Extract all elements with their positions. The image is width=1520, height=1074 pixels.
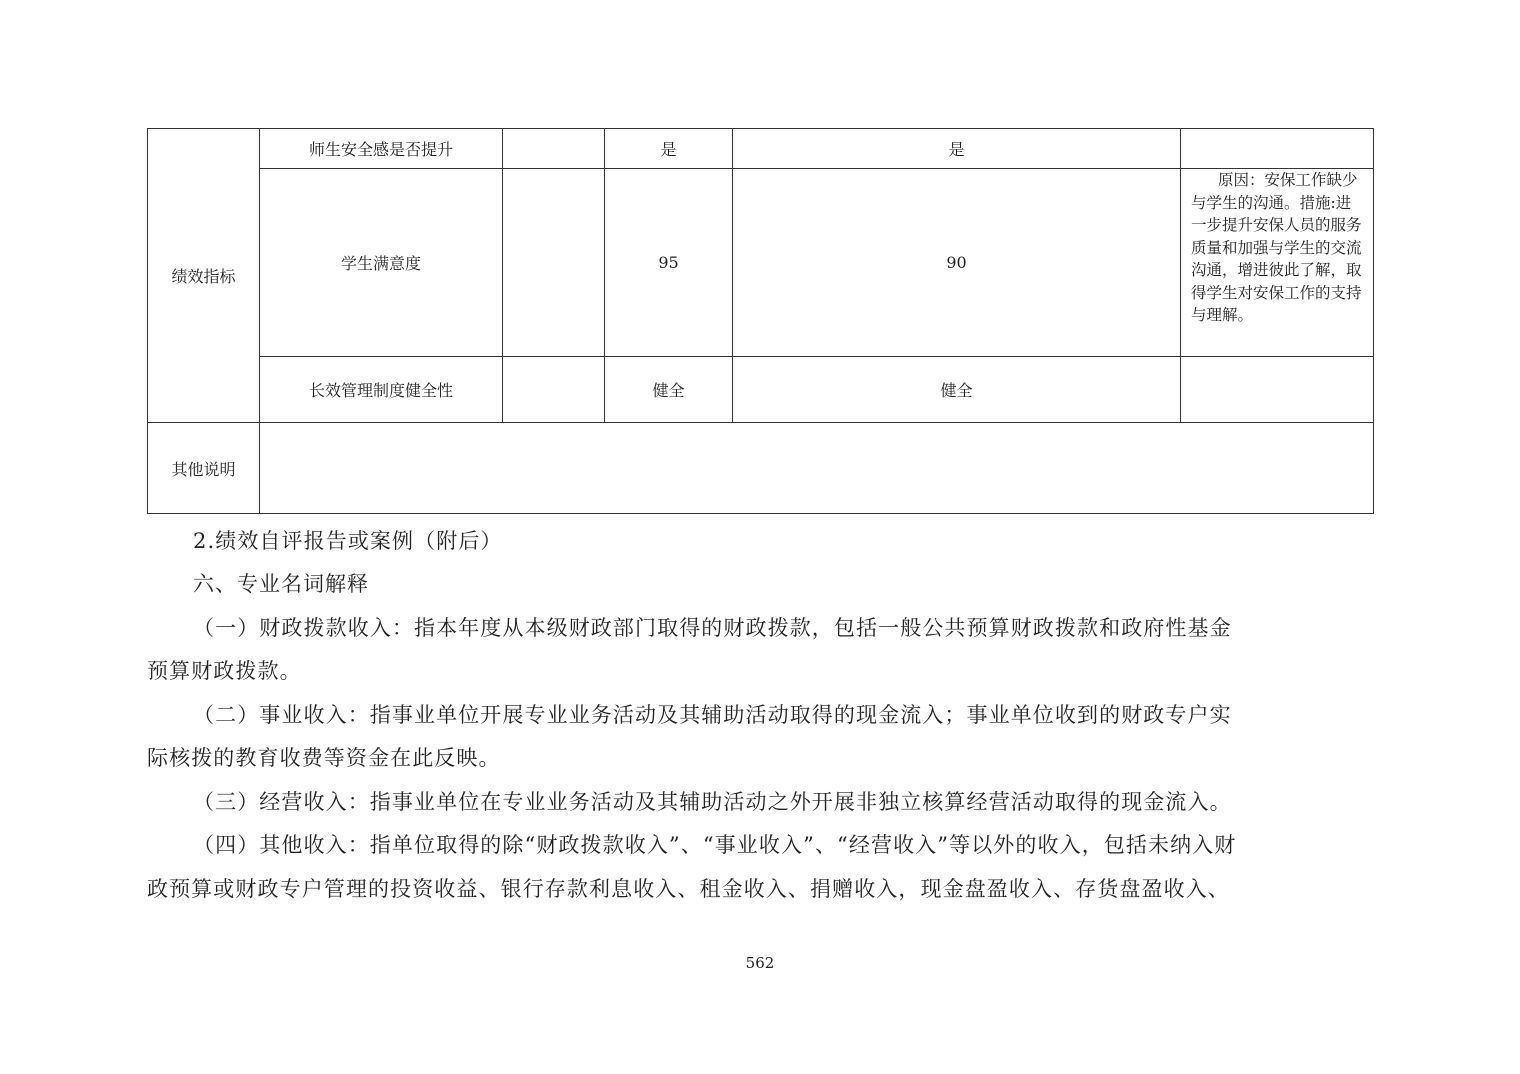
target-cell: 是 (605, 129, 733, 169)
indicator-cell: 师生安全感是否提升 (260, 129, 503, 169)
definition-4-line-2: 政预算或财政专户管理的投资收益、银行存款利息收入、租金收入、捐赠收入，现金盘盈收入、存货盘盈收入、 (147, 877, 1230, 901)
actual-cell: 健全 (733, 357, 1181, 423)
note-cell (1181, 357, 1374, 423)
note-cell (1181, 169, 1374, 357)
value-cell (503, 129, 605, 169)
target-cell: 健全 (605, 357, 733, 423)
definition-2-line-2: 际核拨的教育收费等资金在此反映。 (147, 746, 501, 770)
note-text: 原因：安保工作缺少与学生的沟通。措施:进一步提升安保人员的服务质量和加强与学生的交流沟通，增进彼此了解，取得学生对安保工作的支持与理解。 (1191, 171, 1362, 324)
definition-4-line-1: （四）其他收入：指单位取得的除“财政拨款收入”、“事业收入”、“经营收入”等以外的收入，包括未纳入财 (193, 833, 1237, 857)
indicator-cell: 学生满意度 (260, 169, 503, 357)
value-cell (503, 169, 605, 357)
definition-1-line-2: 预算财政拨款。 (147, 659, 302, 683)
actual-cell: 90 (733, 169, 1181, 357)
note-cell (1181, 129, 1374, 169)
table-row (148, 423, 1374, 514)
other-label-cell: 其他说明 (148, 423, 260, 514)
category-cell: 绩效指标 (148, 129, 260, 423)
table-row (148, 129, 1374, 169)
section-title: 六、专业名词解释 (193, 572, 369, 596)
performance-table (147, 128, 1374, 514)
definition-3-line-1: （三）经营收入：指事业单位在专业业务活动及其辅助活动之外开展非独立核算经营活动取得的现金流入。 (193, 790, 1232, 814)
definition-1-line-1: （一）财政拨款收入：指本年度从本级财政部门取得的财政拨款，包括一般公共预算财政拨款和政府性基金 (193, 616, 1232, 640)
definition-2-line-1: （二）事业收入：指事业单位开展专业业务活动及其辅助活动取得的现金流入；事业单位收到的财政专户实 (193, 703, 1232, 727)
value-cell (503, 357, 605, 423)
table-row (148, 357, 1374, 423)
indicator-cell: 长效管理制度健全性 (260, 357, 503, 423)
actual-cell: 是 (733, 129, 1181, 169)
table-row (148, 169, 1374, 357)
item-2-text: 2.绩效自评报告或案例（附后） (193, 529, 503, 553)
page-number: 562 (745, 954, 775, 972)
other-value-cell (260, 423, 1374, 514)
target-cell: 95 (605, 169, 733, 357)
